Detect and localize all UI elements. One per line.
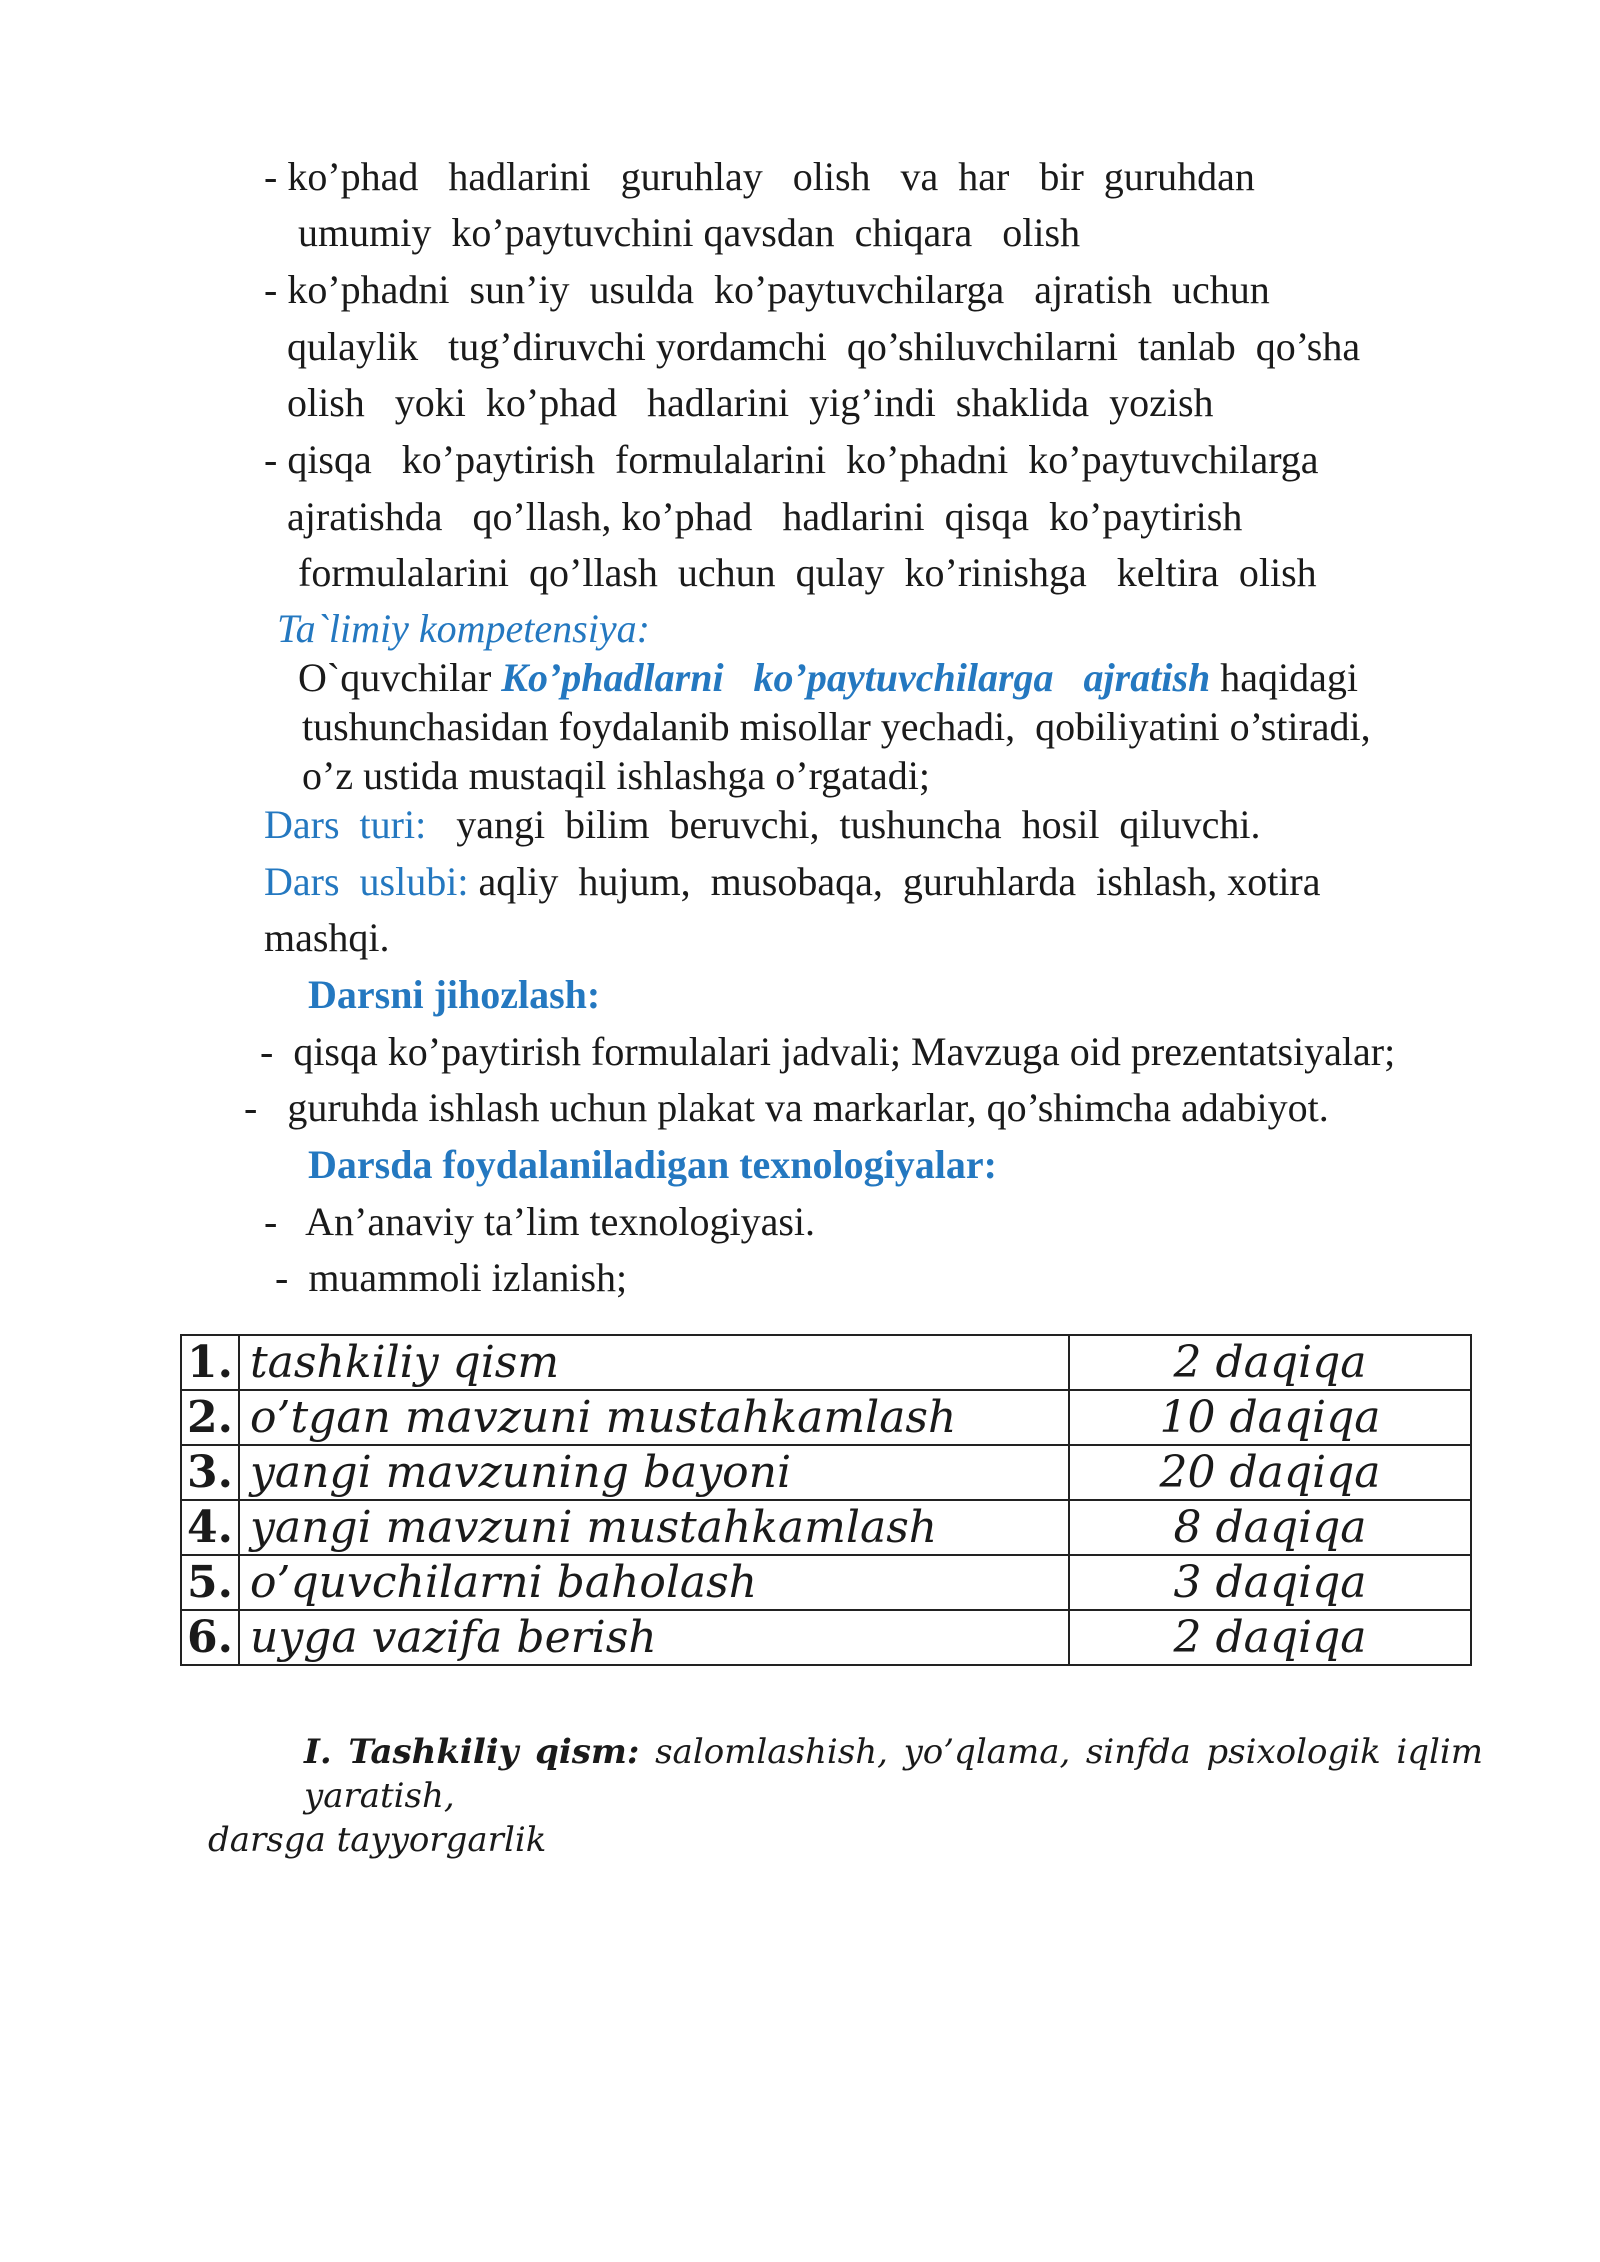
row-duration: 2 daqiqa	[1069, 1610, 1471, 1665]
lesson-method	[264, 857, 1321, 907]
competence-line-2: tushunchasidan foydalanib misollar yechadi, qobiliyatini o’stiradi,	[302, 704, 1371, 749]
row-duration: 10 daqiqa	[1069, 1390, 1471, 1445]
objective-line-4: qulaylik tug’diruvchi yordamchi qo’shiluvchilarni tanlab qo’sha	[287, 324, 1361, 369]
table-row	[181, 1390, 1471, 1445]
row-stage: tashkiliy qism	[239, 1335, 1069, 1390]
row-stage: yangi mavzuni mustahkamlash	[239, 1500, 1069, 1555]
table-row	[181, 1335, 1471, 1390]
row-number: 3.	[181, 1445, 239, 1500]
competence-prefix: O`quvchilar	[298, 655, 502, 700]
table-row	[181, 1610, 1471, 1665]
equipment-item-1: - qisqa ko’paytirish formulalari jadvali; Mavzuga oid prezentatsiyalar;	[260, 1029, 1396, 1074]
lesson-type-value: yangi bilim beruvchi, tushuncha hosil qiluvchi.	[426, 802, 1261, 847]
competence-line-3: o’z ustida mustaqil ishlashga o’rgatadi;	[302, 753, 931, 798]
table-row	[181, 1555, 1471, 1610]
row-duration: 20 daqiqa	[1069, 1445, 1471, 1500]
row-duration: 3 daqiqa	[1069, 1555, 1471, 1610]
row-number: 1.	[181, 1335, 239, 1390]
objective-line-8: formulalarini qo’llash uchun qulay ko’rinishga keltira olish	[298, 550, 1317, 595]
organizational-part-line-2: darsga tayyorgarlik	[208, 1820, 547, 1860]
lesson-type	[264, 800, 1261, 850]
table-row	[181, 1500, 1471, 1555]
technology-item-1: - An’anaviy ta’lim texnologiyasi.	[264, 1199, 815, 1244]
organizational-part-line-1	[208, 1730, 1483, 1818]
objective-line-1: - ko’phad hadlarini guruhlay olish va har bir guruhdan	[264, 154, 1255, 199]
organizational-part	[208, 1730, 1483, 1862]
table-row	[181, 1445, 1471, 1500]
equipment-item-2: - guruhda ishlash uchun plakat va markarlar, qo’shimcha adabiyot.	[244, 1085, 1329, 1130]
row-number: 6.	[181, 1610, 239, 1665]
organizational-part-label: I. Tashkiliy qism:	[304, 1732, 640, 1772]
row-stage: o’tgan mavzuni mustahkamlash	[239, 1390, 1069, 1445]
competence-suffix: haqidagi	[1210, 655, 1358, 700]
row-number: 5.	[181, 1555, 239, 1610]
competence-line-1	[298, 653, 1358, 703]
lesson-method-value: aqliy hujum, musobaqa, guruhlarda ishlash, xotira	[468, 859, 1321, 904]
lesson-method-label: Dars uslubi:	[264, 859, 469, 904]
row-stage: yangi mavzuning bayoni	[239, 1445, 1069, 1500]
lesson-plan-table	[180, 1334, 1472, 1666]
equipment-heading: Darsni jihozlash:	[308, 972, 601, 1017]
objective-line-2: umumiy ko’paytuvchini qavsdan chiqara olish	[298, 210, 1081, 255]
row-number: 4.	[181, 1500, 239, 1555]
row-number: 2.	[181, 1390, 239, 1445]
objective-line-6: - qisqa ko’paytirish formulalarini ko’phadni ko’paytuvchilarga	[264, 437, 1319, 482]
objective-line-3: - ko’phadni sun’iy usulda ko’paytuvchilarga ajratish uchun	[264, 267, 1270, 312]
competence-emphasis: Ko’phadlarni ko’paytuvchilarga ajratish	[501, 655, 1211, 700]
organizational-part-text: salomlashish, yo’qlama, sinfda psixologik iqlim yaratish,	[304, 1732, 1483, 1816]
competence-heading: Ta`limiy kompetensiya:	[277, 606, 650, 651]
row-duration: 8 daqiqa	[1069, 1500, 1471, 1555]
technologies-heading: Darsda foydalaniladigan texnologiyalar:	[308, 1142, 997, 1187]
row-duration: 2 daqiqa	[1069, 1335, 1471, 1390]
row-stage: uyga vazifa berish	[239, 1610, 1069, 1665]
lesson-type-label: Dars turi:	[264, 802, 427, 847]
objective-line-7: ajratishda qo’llash, ko’phad hadlarini qisqa ko’paytirish	[287, 494, 1243, 539]
technology-item-2: - muammoli izlanish;	[275, 1255, 628, 1300]
objective-line-5: olish yoki ko’phad hadlarini yig’indi shaklida yozish	[287, 380, 1214, 425]
row-stage: o’quvchilarni baholash	[239, 1555, 1069, 1610]
lesson-method-cont: mashqi.	[264, 915, 390, 960]
